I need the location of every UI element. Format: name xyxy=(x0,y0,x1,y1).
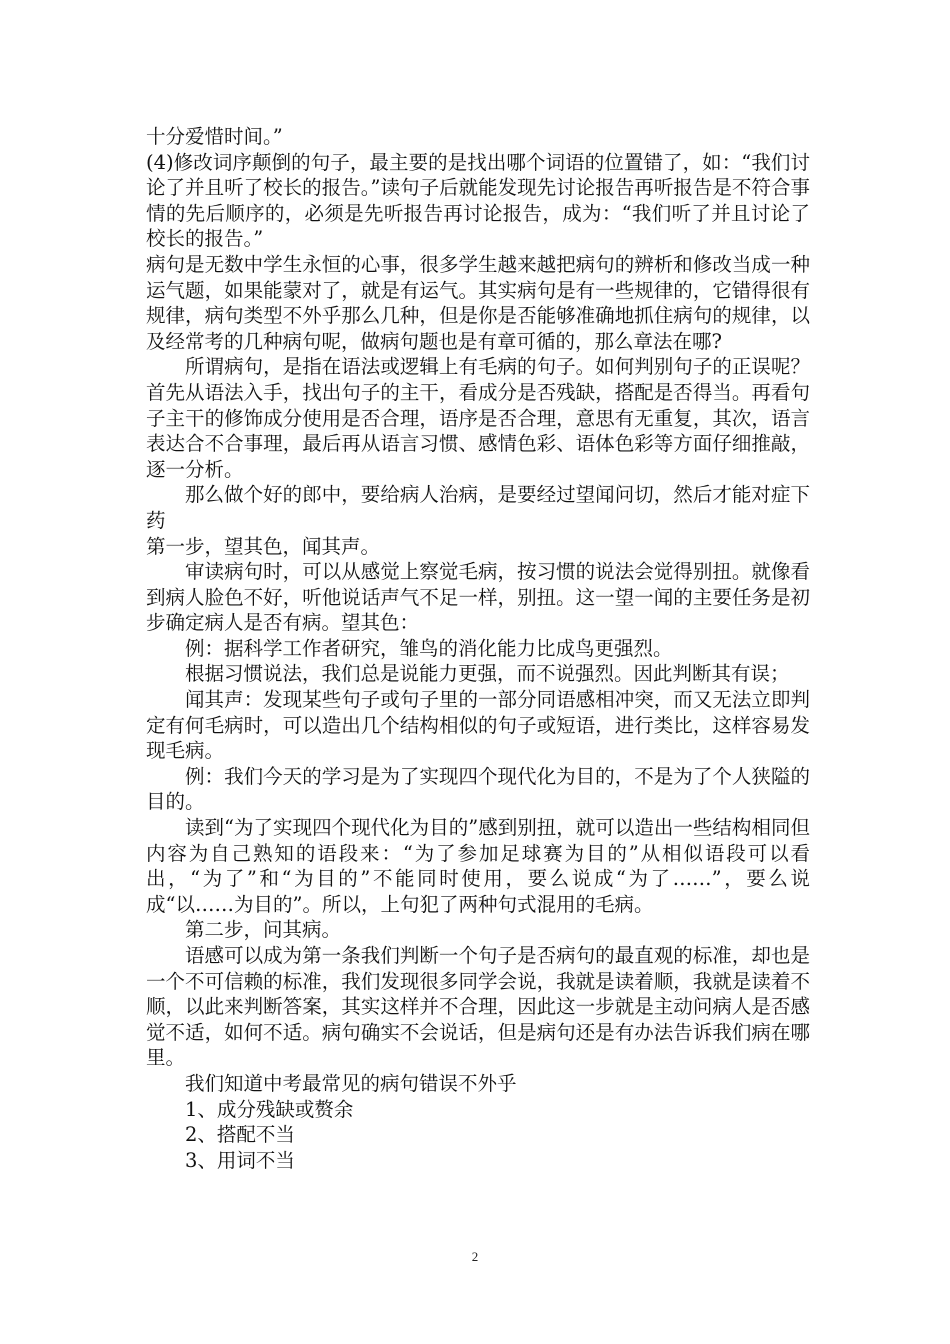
paragraph: 我们知道中考最常见的病句错误不外乎 xyxy=(185,1071,517,1095)
paragraph: 闻其声：发现某些句子或句子里的一部分同语感相冲突，而又无法立即判定有何毛病时，可以造出几个结构相似的句子或短语，进行类比，这样容易发现毛病。 xyxy=(146,688,810,763)
paragraph: 语感可以成为第一条我们判断一个句子是否病句的最直观的标准，却也是一个不可信赖的标准，我们发现很多同学会说，我就是读着顺，我就是读着不顺，以此来判断答案，其实这样并不合理，因此这一步就是主动问病人是否感觉不适，如何不适。病句确实不会说话，但是病句还是有办法告诉我们病在哪里。 xyxy=(146,944,810,1070)
paragraph: 所谓病句，是指在语法或逻辑上有毛病的句子。如何判别句子的正误呢？首先从语法入手，找出句子的主干，看成分是否残缺，搭配是否得当。再看句子主干的修饰成分使用是否合理，语序是否合理，意思有无重复，其次，语言表达合不合事理，最后再从语言习惯、感情色彩、语体色彩等方面仔细推敲，逐一分析。 xyxy=(146,355,810,481)
paragraph: (4)修改词序颠倒的句子，最主要的是找出哪个词语的位置错了，如：“我们讨论了并且听了校长的报告。”读句子后就能发现先讨论报告再听报告是不符合事情的先后顺序的，必须是先听报告再讨论报告，成为：“我们听了并且讨论了校长的报告。” xyxy=(146,150,810,251)
paragraph: 根据习惯说法，我们总是说能力更强，而不说强烈。因此判断其有误； xyxy=(185,662,790,686)
list-item: 1、成分残缺或赘余 xyxy=(185,1097,354,1121)
paragraph: 病句是无数中学生永恒的心事，很多学生越来越把病句的辨析和修改当成一种运气题，如果能蒙对了，就是有运气。其实病句是有一些规律的，它错得很有规律，病句类型不外乎那么几种，但是你是否能够准确地抓住病句的规律，以及经常考的几种病句呢，做病句题也是有章可循的，那么章法在哪? xyxy=(146,252,810,353)
paragraph: 例：我们今天的学习是为了实现四个现代化为目的，不是为了个人狭隘的目的。 xyxy=(146,764,810,814)
paragraph: 第二步，问其病。 xyxy=(185,918,342,942)
document-body xyxy=(146,124,810,1173)
paragraph: 例：据科学工作者研究，雏鸟的消化能力比成鸟更强烈。 xyxy=(185,636,673,660)
paragraph: 第一步，望其色，闻其声。 xyxy=(146,534,381,558)
list-item: 3、用词不当 xyxy=(185,1148,295,1172)
paragraph: 审读病句时，可以从感觉上察觉毛病，按习惯的说法会觉得别扭。就像看到病人脸色不好，听他说话声气不足一样，别扭。这一望一闻的主要任务是初步确定病人是否有病。望其色： xyxy=(146,560,810,635)
paragraph: 十分爱惜时间。” xyxy=(146,125,283,148)
paragraph: 那么做个好的郎中，要给病人治病，是要经过望闻问切，然后才能对症下药 xyxy=(146,483,810,532)
paragraph: 读到“为了实现四个现代化为目的”感到别扭，就可以造出一些结构相同但内容为自己熟知的语段来：“为了参加足球赛为目的”从相似语段可以看出，“为了”和“为目的”不能同时使用，要么说成“为了……”，要么说成“以……为目的”。所以，上句犯了两种句式混用的毛病。 xyxy=(146,816,810,916)
page-number: 2 xyxy=(471,1249,479,1264)
list-item: 2、搭配不当 xyxy=(185,1123,295,1147)
